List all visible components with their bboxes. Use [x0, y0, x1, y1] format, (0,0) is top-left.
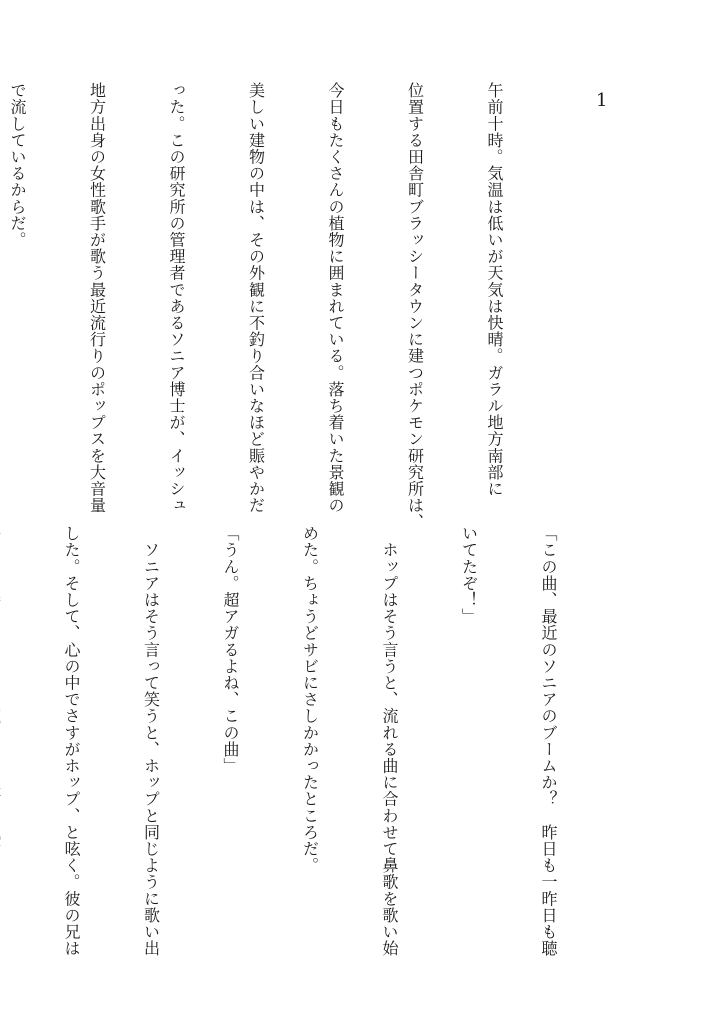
page-number: 1	[596, 90, 608, 111]
text-line: 今日もたくさんの植物に囲まれている。落ち着いた景観の	[326, 82, 345, 514]
text-line: った。この研究所の管理者であるソニア博士が、イッシュ	[167, 82, 186, 514]
text-line: いてたぞ！」	[459, 525, 479, 625]
text-line: 美しい建物の中は、その外観に不釣り合いなほど賑やかだ	[246, 82, 266, 514]
text-line: した。そして、心の中でさすがホップ、と呟く。彼の兄は	[62, 525, 81, 957]
text-line: ソニアはそう言って笑うと、ホップと同じように歌い出	[141, 525, 161, 957]
text-line: 位置する田舎町ブラッシータウンに建つポケモン研究所は、	[405, 82, 425, 531]
text-line: 「うん。超アガるよね、この曲」	[221, 525, 240, 774]
text-line: 午前十時。気温は低いが天気は快晴。ガラル地方南部に	[485, 82, 504, 497]
text-line: で流しているからだ。	[8, 82, 27, 248]
upper-text-block	[8, 82, 560, 531]
text-line: 「この曲、最近のソニアのブームか？ 昨日も一昨日も聴	[539, 525, 558, 957]
lower-text-block	[62, 525, 614, 957]
text-line: 地方出身の女性歌手が歌う最近流行りのポップスを大音量	[87, 82, 107, 514]
text-line: めた。ちょうどサビにさしかかったところだ。	[300, 525, 320, 874]
text-line	[0, 525, 5, 955]
text-line: ホップはそう言うと、流れる曲に合わせて鼻歌を歌い始	[380, 525, 399, 957]
